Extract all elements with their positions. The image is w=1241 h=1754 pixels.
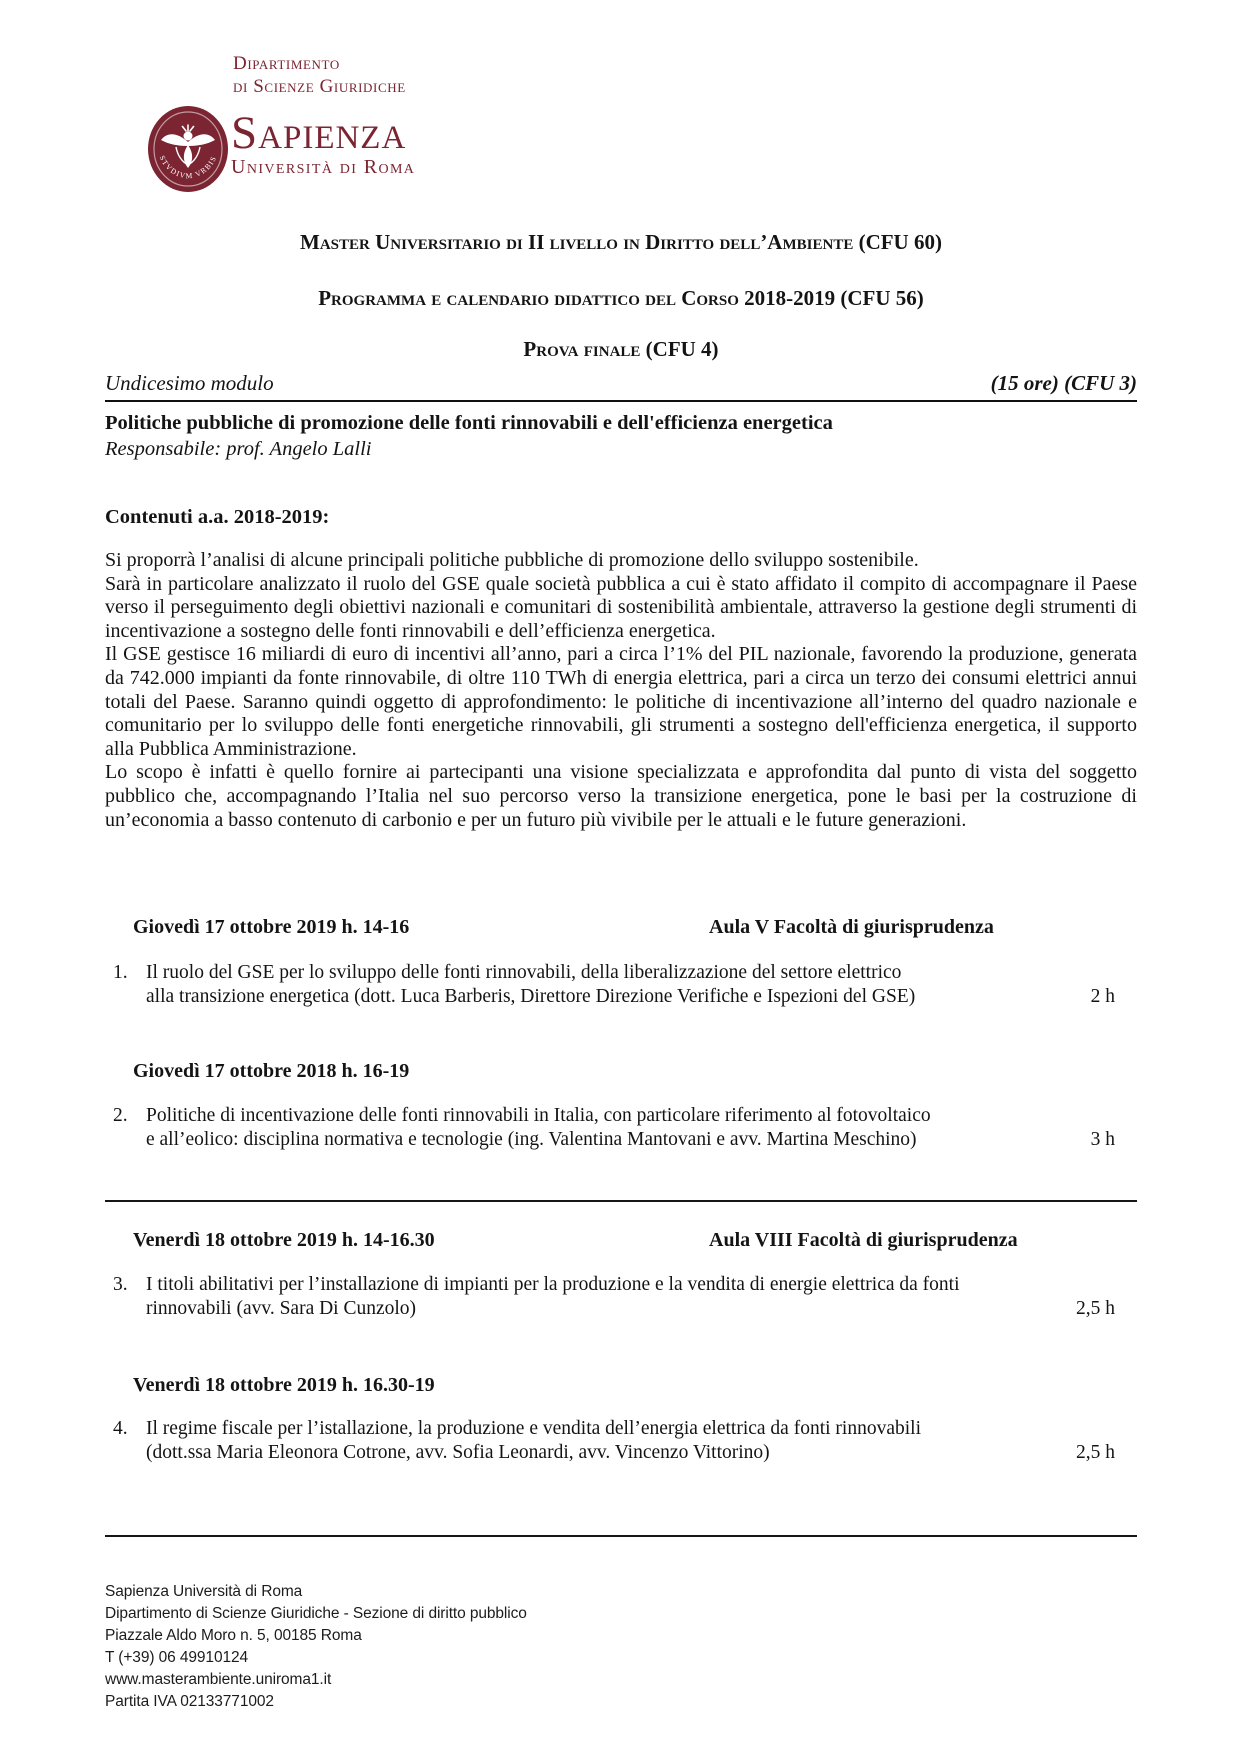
session-header	[105, 1060, 1137, 1086]
item-text: Politiche di incentivazione delle fonti rinnovabili in Italia, con particolare riferimento al fotovoltaico e all’eolico: disciplina normativa e tecnologie (ing. Valentina Mantovani e avv. Martina Meschino)	[146, 1105, 931, 1150]
final-exam-title: Prova finale (CFU 4)	[523, 337, 719, 361]
item-number: 1.	[113, 962, 128, 983]
footer-address: Piazzale Aldo Moro n. 5, 00185 Roma	[105, 1627, 362, 1644]
master-title: Master Universitario di II livello in Diritto dell’Ambiente (CFU 60)	[300, 230, 942, 254]
contents-paragraph: Il GSE gestisce 16 miliardi di euro di incentivi all’anno, pari a circa l’1% del PIL nazionale, favorendo la produzione, generata da 742.000 impianti da fonte rinnovabile, di oltre 110 TWh di energia elettrica, pari a circa un terzo dei consumi elettrici annui totali del Paese. Saranno quindi oggetto di approfondimento: le politiche di incentivazione all’interno del quadro nazionale e comunitario per lo sviluppo delle fonti energetiche rinnovabili, gli strumenti a sostegno dell'efficienza energetica, il supporto alla Pubblica Amministrazione.	[105, 643, 1137, 760]
module-header-row	[105, 371, 1137, 402]
schedule-item	[105, 961, 1137, 1008]
wordmark-subtitle: Università di Roma	[231, 156, 416, 178]
footer-vat: Partita IVA 02133771002	[105, 1693, 274, 1710]
contents-paragraph: Lo scopo è infatti è quello fornire ai partecipanti una visione specializzata e approfondita dal punto di vista del soggetto pubblico che, accompagnando l’Italia nel suo percorso verso la transizione energetica, pone le basi per la costruzione di un’economia a basso contenuto di carbonio e per un futuro più vivibile per le attuali e le future generazioni.	[105, 761, 1137, 831]
session-date: Giovedì 17 ottobre 2019 h. 14-16	[133, 916, 410, 938]
schedule-item	[105, 1273, 1137, 1320]
university-wordmark	[231, 107, 416, 178]
session-header	[105, 1374, 1137, 1400]
item-text: Il regime fiscale per l’istallazione, la produzione e vendita dell’energia elettrica da fonti rinnovabili (dott.ssa Maria Eleonora Cotrone, avv. Sofia Leonardi, avv. Vincenzo Vittorino)	[146, 1418, 921, 1463]
wordmark-name: Sapienza	[231, 107, 407, 159]
item-hours: 2,5 h	[1076, 1297, 1115, 1319]
item-number: 3.	[113, 1274, 128, 1295]
item-number: 4.	[113, 1418, 128, 1439]
footer-divider	[105, 1535, 1137, 1537]
session-date: Venerdì 18 ottobre 2019 h. 16.30-19	[133, 1374, 435, 1396]
program-title: Programma e calendario didattico del Corso 2018-2019 (CFU 56)	[318, 286, 924, 310]
session-room: Aula VIII Facoltà di giurisprudenza	[709, 1229, 1018, 1251]
contents-body	[105, 549, 1137, 832]
module-name: Undicesimo modulo	[105, 371, 274, 395]
contents-paragraph: Sarà in particolare analizzato il ruolo del GSE quale società pubblica a cui è stato affidato il compito di accompagnare il Paese verso il perseguimento degli obiettivi nazionali e comunitari di sostenibilità ambientale, attraverso la gestione degli strumenti di incentivazione a sostegno delle fonti rinnovabili e dell’efficienza energetica.	[105, 572, 1137, 642]
footer-university: Sapienza Università di Roma	[105, 1583, 303, 1600]
module-course-title: Politiche pubbliche di promozione delle fonti rinnovabili e dell'efficienza energetica	[105, 412, 833, 434]
department-name	[233, 52, 406, 98]
session-room: Aula V Facoltà di giurisprudenza	[709, 916, 994, 938]
item-hours: 2 h	[1090, 985, 1115, 1007]
footer-phone: T (+39) 06 49910124	[105, 1649, 249, 1666]
item-hours: 2,5 h	[1076, 1441, 1115, 1463]
module-responsible: Responsabile: prof. Angelo Lalli	[105, 438, 372, 460]
session-header	[105, 916, 1137, 942]
item-number: 2.	[113, 1105, 128, 1126]
section-divider	[105, 1200, 1137, 1202]
item-hours: 3 h	[1090, 1128, 1115, 1150]
sapienza-crest-logo	[146, 104, 230, 194]
session-date: Venerdì 18 ottobre 2019 h. 14-16.30	[133, 1229, 435, 1251]
crest-motto: STVDIVM VRBIS	[157, 154, 219, 181]
schedule-item	[105, 1104, 1137, 1151]
contents-heading: Contenuti a.a. 2018-2019:	[105, 506, 330, 528]
item-text: Il ruolo del GSE per lo sviluppo delle fonti rinnovabili, della liberalizzazione del settore elettrico alla transizione energetica (dott. Luca Barberis, Direttore Direzione Verifiche e Ispezioni del GSE)	[146, 962, 916, 1007]
schedule-item	[105, 1417, 1137, 1464]
session-header	[105, 1229, 1137, 1255]
footer-website: www.masterambiente.uniroma1.it	[105, 1671, 332, 1688]
page-footer	[105, 1581, 1137, 1713]
footer-department: Dipartimento di Scienze Giuridiche - Sezione di diritto pubblico	[105, 1605, 527, 1622]
session-date: Giovedì 17 ottobre 2018 h. 16-19	[133, 1060, 410, 1082]
module-credits: (15 ore) (CFU 3)	[990, 371, 1137, 395]
crest-icon	[146, 104, 230, 194]
item-text: I titoli abilitativi per l’installazione di impianti per la produzione e la vendita di energie elettrica da fonti rinnovabili (avv. Sara Di Cunzolo)	[146, 1274, 960, 1319]
department-line1: Dipartimento	[233, 53, 340, 74]
contents-paragraph: Si proporrà l’analisi di alcune principali politiche pubbliche di promozione dello sviluppo sostenibile.	[105, 549, 919, 571]
department-line2: di Scienze Giuridiche	[233, 76, 406, 97]
